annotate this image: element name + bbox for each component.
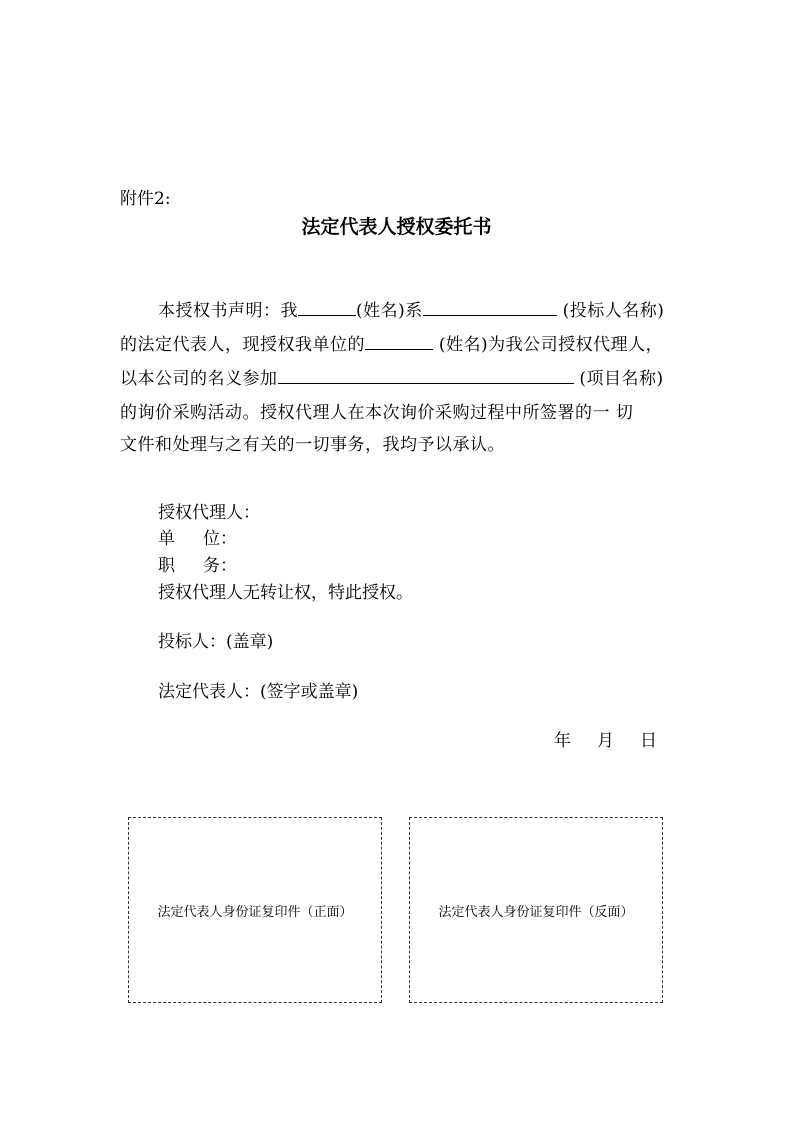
document-title: 法定代表人授权委托书 bbox=[301, 216, 492, 238]
declaration-text: 本授权书声明：我 bbox=[158, 301, 298, 321]
declaration-text: 的法定代表人，现授权我单位的 bbox=[120, 335, 365, 355]
id-copy-front-label: 法定代表人身份证复印件（正面） bbox=[157, 904, 353, 920]
id-copy-front-box bbox=[128, 817, 382, 1003]
declaration-line-4: 的询价采购活动。授权代理人在本次询价采购过程中所签署的一 切 bbox=[120, 403, 634, 423]
bidder-name-blank bbox=[423, 298, 557, 316]
declaration-text: (姓名)为我公司授权代理人， bbox=[438, 335, 664, 355]
declaration-text: (项目名称) bbox=[579, 369, 664, 389]
declaration-text: (投标人名称) bbox=[562, 301, 665, 321]
declaration-line-3 bbox=[120, 364, 664, 389]
declaration-text: 以本公司的名义参加 bbox=[120, 369, 278, 389]
position-label-b: 务： bbox=[203, 556, 237, 576]
unit-label-a: 单 bbox=[158, 529, 175, 549]
id-copy-back-box bbox=[409, 817, 663, 1003]
date-day: 日 bbox=[640, 731, 657, 751]
legal-rep-signature-field: 法定代表人：(签字或盖章) bbox=[158, 682, 359, 702]
unit-label-b: 位： bbox=[203, 529, 237, 549]
bidder-seal-field: 投标人：(盖章) bbox=[158, 632, 274, 652]
appendix-label: 附件2: bbox=[120, 189, 171, 209]
declaration-text: (姓名)系 bbox=[356, 301, 423, 321]
name-blank bbox=[298, 298, 356, 316]
declaration-line-1 bbox=[158, 296, 664, 321]
agent-field: 授权代理人： bbox=[158, 503, 260, 523]
date-line bbox=[554, 726, 657, 751]
declaration-line-5: 文件和处理与之有关的一切事务，我均予以承认。 bbox=[120, 435, 505, 455]
position-label-a: 职 bbox=[158, 556, 175, 576]
id-copy-back-label: 法定代表人身份证复印件（反面） bbox=[438, 904, 634, 920]
project-name-blank bbox=[278, 366, 574, 384]
unit-field bbox=[158, 524, 237, 549]
date-year: 年 bbox=[554, 731, 571, 751]
no-transfer-statement: 授权代理人无转让权，特此授权。 bbox=[158, 583, 413, 603]
position-field bbox=[158, 551, 237, 576]
date-month: 月 bbox=[597, 731, 614, 751]
declaration-line-2 bbox=[120, 330, 663, 355]
agent-name-blank bbox=[365, 332, 433, 350]
